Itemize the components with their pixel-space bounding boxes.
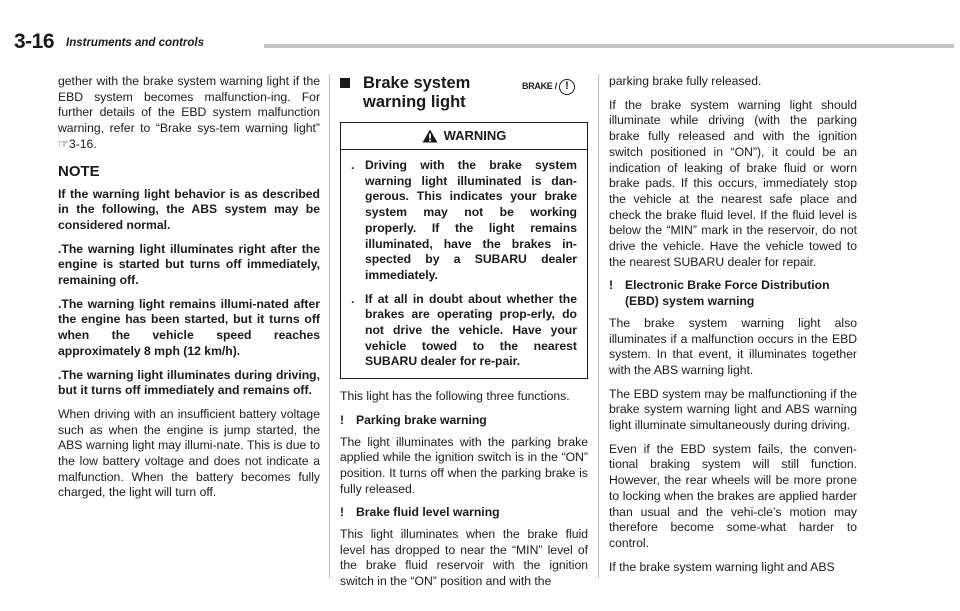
section-title: Instruments and controls [66,37,205,49]
sub-mark: ! [340,505,345,520]
paragraph: When driving with an insufficient battery voltage such as when the engine is jump started, the ABS warning light may illumi-nate. This is due to the low battery voltage and does not indicate a malfunction. When the battery becomes fully charged, the light will turn off. [58,406,320,500]
warning-label: WARNING [443,128,507,144]
column-divider [598,74,599,578]
brake-warning-icon: BRAKE / ! [522,78,575,96]
page-header [14,30,954,54]
bullet-mark: . [58,241,62,256]
brake-section-heading [340,74,588,114]
paragraph: The brake system warning light also illuminates if a malfunction occurs in the EBD system. In that event, it illuminates together with the ABS warning light. [609,315,857,377]
column-1 [58,74,320,509]
paragraph: The EBD system may be malfunctioning if the brake system warning light and ABS warning light illuminate simultaneously during driving. [609,386,857,433]
exclamation-circle-icon: ! [559,79,575,95]
column-2 [340,74,588,598]
note-bullet: .The warning light illuminates right after the engine is started but turns off immediately, remaining off. [58,241,320,288]
paragraph: This light has the following three functions. [340,389,570,404]
bullet-mark: . [58,296,62,311]
warning-box [340,122,588,379]
note-heading: NOTE [58,162,100,180]
paragraph: This light illuminates when the brake fluid level has dropped to near the “MIN” level of the brake fluid reservoir with the ignition switch in the “ON” position and with the [340,527,588,589]
sub-heading: ! Parking brake warning [340,412,487,427]
warning-item: . If at all in doubt about whether the brakes are operating prop-erly, do not drive the vehicle. Have your vehicle towed to the nearest SUBARU dealer for re-pair. [351,291,577,369]
column-3 [609,74,857,583]
sub-heading: ! Electronic Brake Force Distribution (EBD) system warning [609,278,830,309]
paragraph: If the brake system warning light and ABS [609,559,835,574]
paragraph: If the brake system warning light should illuminate while driving (with the parking brake fully released and with the ignition switch positioned in “ON”), it could be an indication of leaking of brake fluid or worn brake pads. If this occurs, immediately stop the vehicle at the nearest safe place and check the brake fluid level. If the fluid level is below the “MIN” mark in the reservoir, do not drive the vehicle. Have the vehicle towed to the nearest SUBARU dealer for repair. [609,97,857,269]
section-heading-text: Brake system warning light [363,74,471,111]
section-square-icon [340,78,350,88]
header-rule [264,44,954,48]
column-divider [329,74,330,578]
note-bullet: .The warning light remains illumi-nated after the engine has been started, but it turns off when the vehicle speed reaches approximately 8 mph (12 km/h). [58,296,320,358]
sub-mark: ! [340,412,345,427]
bullet-mark: . [58,367,62,382]
bullet-mark: . [351,158,355,172]
page-number: 3-16 [14,30,55,53]
paragraph: Even if the EBD system fails, the conven-tional braking system will still function. However, the rear wheels will be more prone to locking when the brakes are applied harder than usual and the vehi-cle’s motion may therefore become some-what harder to control. [609,441,857,550]
note-bullet: .The warning light illuminates during driving, but it turns off immediately and remains off. [58,367,320,398]
warning-item: . Driving with the brake system warning light illuminated is dan-gerous. This indicates your brake system may not be working properly. If the light remains illuminated, have the brakes in-spected by a SUBARU dealer immediately. [351,158,577,282]
warning-header [341,123,587,150]
paragraph: parking brake fully released. [609,74,762,88]
paragraph: gether with the brake system warning light if the EBD system becomes malfunction-ing. For further details of the EBD system malfunction warning, refer to “Brake sys-tem warning light” ☞3-16. [58,74,320,151]
paragraph: The light illuminates with the parking brake applied while the ignition switch is in the “ON” position. It turns off when the parking brake is fully released. [340,434,588,496]
warning-body [341,150,587,378]
note-intro: If the warning light behavior is as described in the following, the ABS system may be considered normal. [58,186,320,232]
sub-heading: ! Brake fluid level warning [340,505,500,520]
bullet-mark: . [351,291,355,306]
sub-mark: ! [609,278,614,293]
warning-triangle-icon [422,129,438,143]
